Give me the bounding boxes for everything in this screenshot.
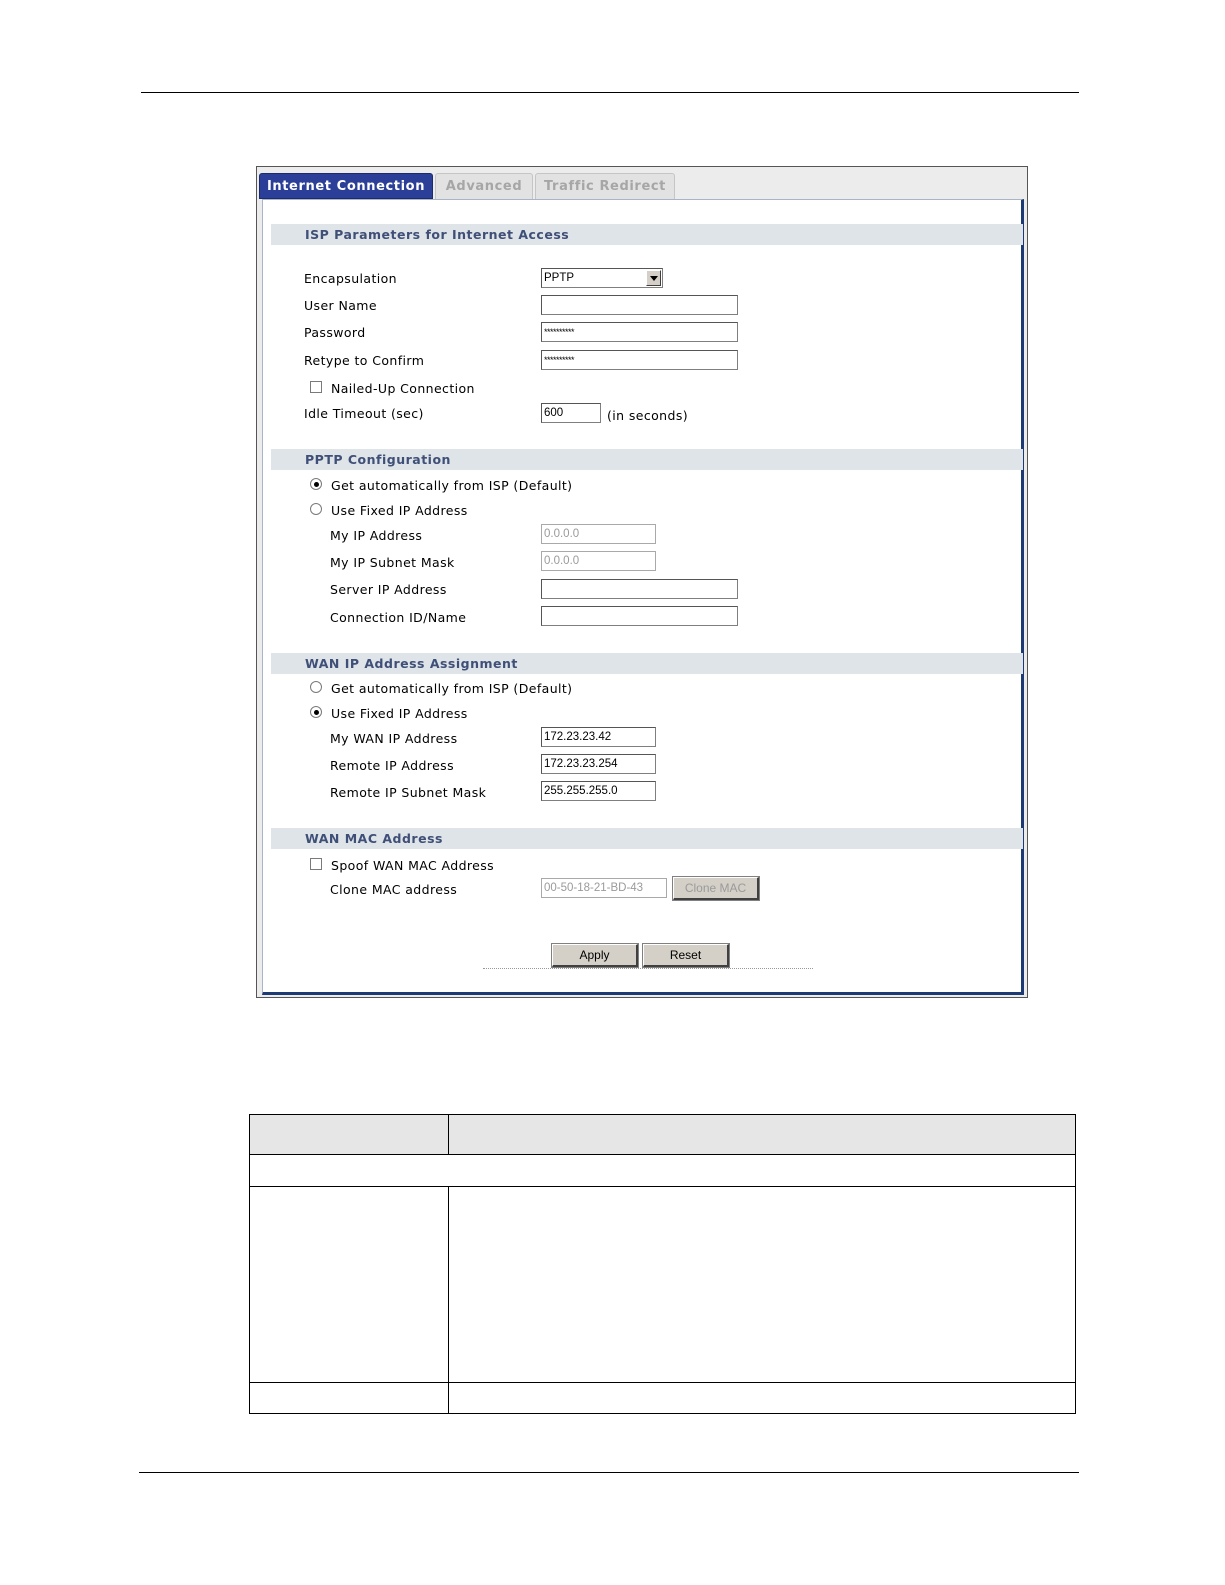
pptp-auto-radio[interactable] — [310, 478, 322, 490]
pptp-auto-label: Get automatically from ISP (Default) — [331, 478, 573, 493]
chevron-down-icon[interactable] — [646, 270, 661, 286]
server-ip-label: Server IP Address — [330, 582, 447, 597]
retype-confirm-label: Retype to Confirm — [304, 353, 425, 368]
screenshot-frame — [256, 166, 1028, 998]
my-ip-label: My IP Address — [330, 528, 423, 543]
user-name-input[interactable] — [541, 295, 738, 315]
table-section-row — [250, 1155, 1075, 1187]
description-table — [249, 1114, 1076, 1414]
pptp-fixed-radio[interactable] — [310, 503, 322, 515]
table-row — [250, 1383, 1075, 1413]
tab-advanced[interactable]: Advanced — [435, 173, 533, 199]
tab-internet-connection[interactable]: Internet Connection — [259, 173, 433, 199]
remote-mask-label: Remote IP Subnet Mask — [330, 785, 487, 800]
retype-confirm-input[interactable]: ********** — [541, 350, 738, 370]
apply-button[interactable]: Apply — [552, 944, 638, 967]
user-name-label: User Name — [304, 298, 377, 313]
encapsulation-value: PPTP — [544, 272, 575, 284]
section-wan-ip-assignment: WAN IP Address Assignment — [271, 653, 1023, 674]
clone-mac-button[interactable]: Clone MAC — [673, 877, 759, 900]
idle-timeout-unit: (in seconds) — [607, 408, 689, 423]
idle-timeout-input[interactable]: 600 — [541, 403, 601, 423]
nailed-up-label: Nailed-Up Connection — [331, 381, 475, 396]
idle-timeout-label: Idle Timeout (sec) — [304, 406, 424, 421]
password-input[interactable]: ********** — [541, 322, 738, 342]
header-rule — [141, 92, 1079, 93]
nailed-up-checkbox[interactable] — [310, 381, 322, 393]
table-header-row — [250, 1115, 1075, 1155]
wan-ip-label: My WAN IP Address — [330, 731, 458, 746]
section-wan-mac-address: WAN MAC Address — [271, 828, 1023, 849]
server-ip-input[interactable] — [541, 579, 738, 599]
spoof-mac-label: Spoof WAN MAC Address — [331, 858, 495, 873]
pptp-fixed-label: Use Fixed IP Address — [331, 503, 468, 518]
remote-mask-input[interactable]: 255.255.255.0 — [541, 781, 656, 801]
connection-id-input[interactable] — [541, 606, 738, 626]
section-isp-parameters: ISP Parameters for Internet Access — [271, 224, 1023, 245]
my-subnet-input[interactable]: 0.0.0.0 — [541, 551, 656, 571]
my-subnet-label: My IP Subnet Mask — [330, 555, 455, 570]
clone-mac-input[interactable]: 00-50-18-21-BD-43 — [541, 878, 667, 898]
wan-fixed-label: Use Fixed IP Address — [331, 706, 468, 721]
remote-ip-input[interactable]: 172.23.23.254 — [541, 754, 656, 774]
spoof-mac-checkbox[interactable] — [310, 858, 322, 870]
section-pptp-configuration: PPTP Configuration — [271, 449, 1023, 470]
button-divider — [483, 968, 813, 969]
table-row — [250, 1187, 1075, 1383]
settings-panel — [262, 199, 1024, 995]
password-label: Password — [304, 325, 366, 340]
encapsulation-select[interactable] — [541, 268, 663, 288]
column-divider — [448, 1383, 449, 1413]
tab-traffic-redirect[interactable]: Traffic Redirect — [535, 173, 675, 199]
column-divider — [448, 1115, 449, 1154]
column-divider — [448, 1187, 449, 1382]
footer-rule — [139, 1472, 1079, 1473]
connection-id-label: Connection ID/Name — [330, 610, 467, 625]
reset-button[interactable]: Reset — [643, 944, 729, 967]
wan-auto-radio[interactable] — [310, 681, 322, 693]
wan-auto-label: Get automatically from ISP (Default) — [331, 681, 573, 696]
remote-ip-label: Remote IP Address — [330, 758, 454, 773]
encapsulation-label: Encapsulation — [304, 271, 397, 286]
wan-fixed-radio[interactable] — [310, 706, 322, 718]
wan-ip-input[interactable]: 172.23.23.42 — [541, 727, 656, 747]
my-ip-input[interactable]: 0.0.0.0 — [541, 524, 656, 544]
clone-mac-label: Clone MAC address — [330, 882, 458, 897]
